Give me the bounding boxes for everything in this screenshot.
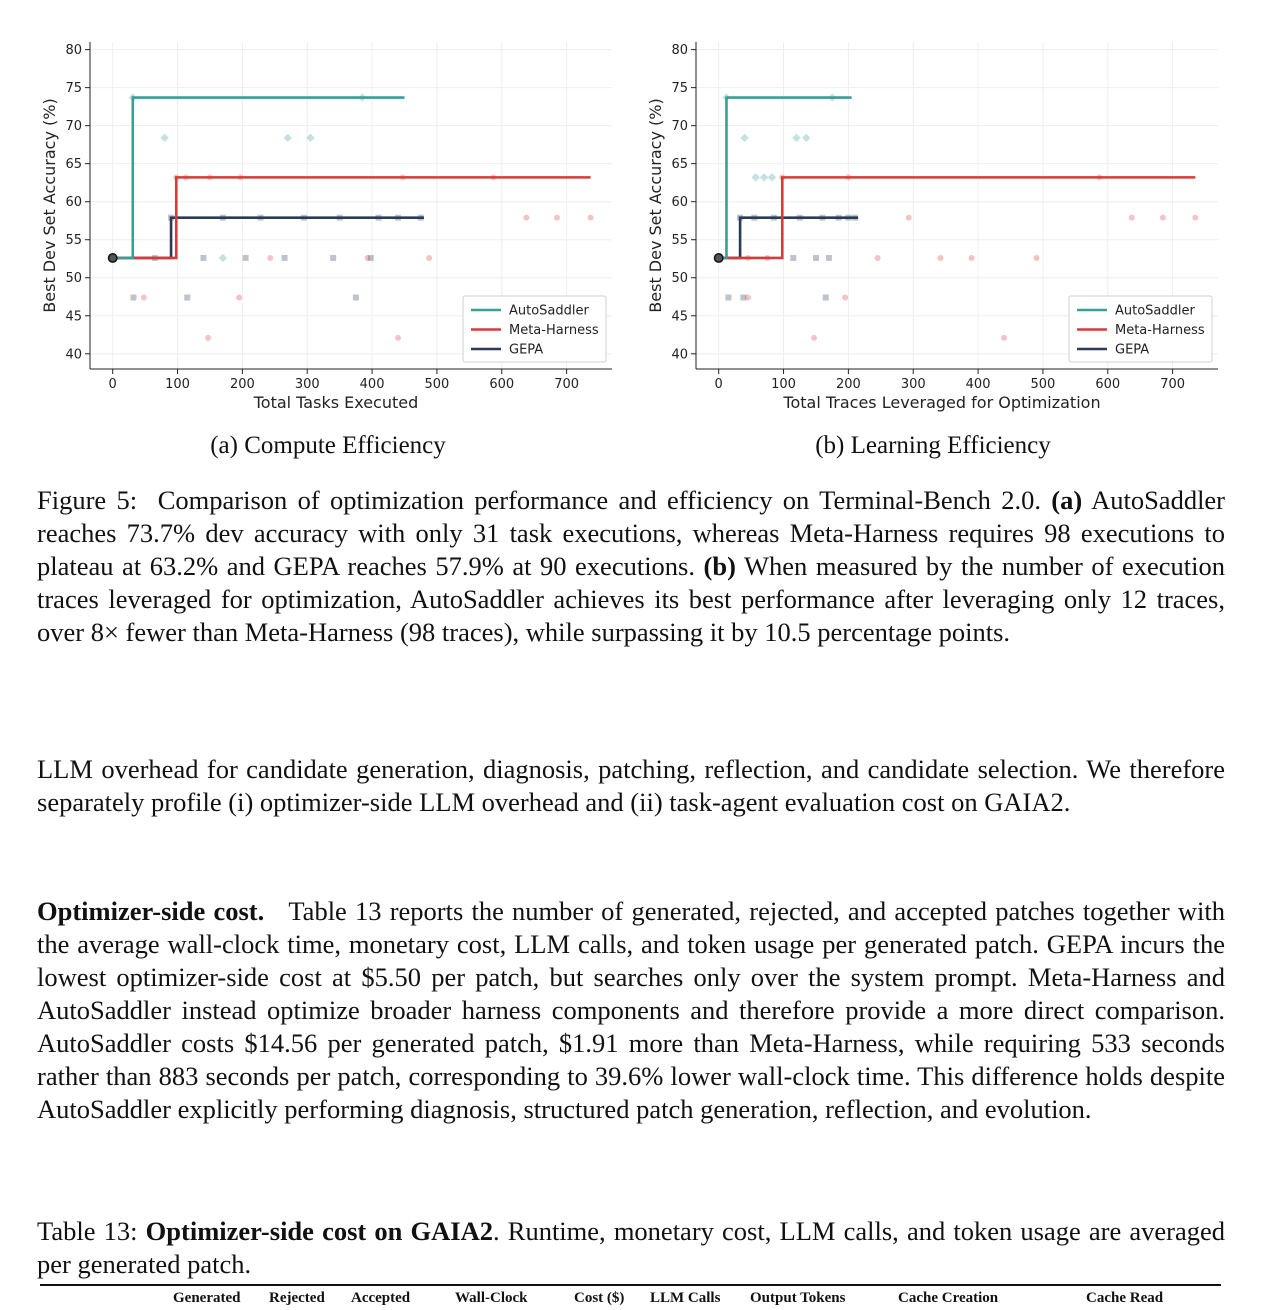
table-header-cell: Cost ($) (574, 1290, 625, 1306)
x-tick-label: 600 (1095, 377, 1121, 392)
data-point-meta-harness (1001, 335, 1007, 341)
subcaption-b: (b) Learning Efficiency (815, 432, 1051, 459)
table-title: Optimizer-side cost on GAIA2 (145, 1216, 493, 1246)
figure-5a-compute-efficiency (30, 30, 630, 427)
data-point-gepa (184, 295, 190, 301)
caption-a-marker: (a) (1051, 485, 1083, 515)
x-tick-label: 100 (771, 377, 796, 392)
paragraph-heading: Optimizer-side cost. (37, 896, 265, 926)
x-axis-label: Total Traces Leveraged for Optimization (783, 393, 1101, 412)
data-point-autosaddler (284, 134, 292, 142)
data-point-meta-harness (1192, 215, 1198, 221)
data-point-meta-harness (969, 255, 975, 261)
table-header-row (40, 1290, 1221, 1310)
paragraph-body: Table 13 reports the number of generated, rejected, and accepted patches together with the average wall-clock time, monetary cost, LLM calls, and token usage per generated patch. GEPA incurs the lowest optimizer-side cost at $5.50 per patch, but searches only over the system prompt. Meta-Harness and AutoSaddler instead optimize broader harness components and therefore provide a more direct comparison. AutoSaddler costs $14.56 per generated patch, $1.91 more than Meta-Harness, while requiring 533 seconds rather than 883 seconds per patch, corresponding to 39.6% lower wall-clock time. This difference holds despite AutoSaddler explicitly performing diagnosis, structured patch generation, reflection, and evolution. (37, 896, 1225, 1124)
subcaption-a: (a) Compute Efficiency (210, 432, 446, 459)
caption-b-text: When measured by the number of execution traces leveraged for optimization, AutoSaddler achieves its best performance after leveraging only 12 traces, over 8× fewer than Meta-Harness (98 traces), while surpassing it by 10.5 percentage points. (37, 551, 1225, 647)
legend-label: Meta-Harness (509, 323, 599, 338)
table-header-cell: Cache Read (1086, 1290, 1164, 1306)
table-header-cell: Rejected (269, 1290, 325, 1306)
data-point-gepa (725, 295, 731, 301)
y-tick-label: 65 (65, 157, 82, 173)
data-point-meta-harness (426, 255, 432, 261)
y-tick-label: 55 (671, 233, 688, 249)
table-top-rule (40, 1284, 1221, 1286)
x-tick-label: 0 (714, 377, 723, 392)
y-tick-label: 40 (671, 347, 688, 363)
data-point-autosaddler (219, 254, 227, 262)
legend-label: GEPA (509, 342, 544, 358)
y-tick-label: 75 (671, 81, 688, 97)
y-tick-label: 50 (65, 271, 82, 287)
legend-label: AutoSaddler (1115, 303, 1195, 319)
data-point-gepa (200, 255, 206, 261)
x-axis-label: Total Tasks Executed (253, 393, 419, 412)
x-tick-label: 700 (554, 377, 580, 392)
figure-caption (37, 484, 1225, 649)
data-point-meta-harness (842, 295, 848, 301)
start-point-marker (714, 254, 722, 262)
x-tick-label: 300 (294, 377, 320, 392)
data-point-meta-harness (395, 335, 401, 341)
x-tick-label: 0 (108, 377, 117, 392)
data-point-meta-harness (811, 335, 817, 341)
y-tick-label: 80 (65, 43, 82, 59)
start-point-marker (108, 254, 116, 262)
data-point-gepa (368, 255, 374, 261)
caption-label: Figure 5: (37, 485, 138, 515)
data-point-meta-harness (906, 215, 912, 221)
data-point-gepa (790, 255, 796, 261)
data-point-meta-harness (523, 215, 529, 221)
chart-learning-efficiency (636, 30, 1236, 422)
caption-intro: Comparison of optimization performance and efficiency on Terminal-Bench 2.0. (157, 485, 1041, 515)
legend-label: GEPA (1115, 342, 1150, 358)
x-tick-label: 500 (1030, 377, 1056, 392)
data-point-meta-harness (1160, 215, 1166, 221)
y-axis-label: Best Dev Set Accuracy (%) (40, 98, 59, 313)
data-point-meta-harness (205, 335, 211, 341)
table-header-cell: Generated (173, 1290, 241, 1306)
data-point-meta-harness (875, 255, 881, 261)
data-point-gepa (353, 295, 359, 301)
series-line-gepa (113, 218, 424, 258)
y-tick-label: 45 (671, 309, 688, 325)
data-point-autosaddler (768, 173, 776, 181)
legend-label: Meta-Harness (1115, 323, 1205, 338)
data-point-gepa (282, 255, 288, 261)
table-label: Table 13: (37, 1216, 138, 1246)
table-header-cell: LLM Calls (650, 1290, 721, 1306)
body-paragraph-optimizer-cost (37, 895, 1225, 1126)
data-point-gepa (740, 295, 746, 301)
x-tick-label: 600 (489, 377, 515, 392)
y-tick-label: 55 (65, 233, 82, 249)
data-point-gepa (826, 255, 832, 261)
y-tick-label: 60 (65, 195, 82, 211)
x-tick-label: 400 (965, 377, 991, 392)
y-tick-label: 50 (671, 271, 688, 287)
legend-label: AutoSaddler (509, 303, 589, 319)
caption-a-text: AutoSaddler reaches 73.7% dev accuracy with only 31 task executions, whereas Meta-Harness requires 98 executions to plateau at 63.2% and GEPA reaches 57.9% at 90 executions. (37, 485, 1226, 581)
x-tick-label: 700 (1160, 377, 1186, 392)
data-point-meta-harness (1129, 215, 1135, 221)
y-tick-label: 60 (671, 195, 688, 211)
x-tick-label: 300 (900, 377, 926, 392)
y-tick-label: 45 (65, 309, 82, 325)
table-header-cell: Wall-Clock (455, 1290, 528, 1306)
data-point-autosaddler (160, 134, 168, 142)
data-point-meta-harness (937, 255, 943, 261)
data-point-gepa (823, 295, 829, 301)
y-tick-label: 70 (671, 119, 688, 135)
x-tick-label: 100 (165, 377, 190, 392)
data-point-gepa (330, 255, 336, 261)
data-point-meta-harness (1033, 255, 1039, 261)
table-header-cell: Cache Creation (898, 1290, 999, 1306)
y-tick-label: 65 (671, 157, 688, 173)
y-axis-label: Best Dev Set Accuracy (%) (646, 98, 665, 313)
data-point-autosaddler (792, 134, 800, 142)
y-tick-label: 70 (65, 119, 82, 135)
data-point-meta-harness (236, 295, 242, 301)
x-tick-label: 200 (229, 377, 255, 392)
data-point-gepa (243, 255, 249, 261)
data-point-autosaddler (802, 134, 810, 142)
caption-b-marker: (b) (703, 551, 736, 581)
data-point-gepa (813, 255, 819, 261)
y-tick-label: 80 (671, 43, 688, 59)
data-point-gepa (130, 295, 136, 301)
table-header-cell: Accepted (351, 1290, 411, 1306)
data-point-autosaddler (760, 173, 768, 181)
chart-compute-efficiency (30, 30, 630, 422)
table-caption-rest: . Runtime, monetary cost, LLM calls, and token usage are averaged per generated patch. (37, 1216, 1225, 1279)
series-line-gepa (719, 218, 858, 258)
data-point-meta-harness (141, 295, 147, 301)
table-caption (37, 1215, 1225, 1281)
table-header-cell: Output Tokens (750, 1290, 846, 1306)
body-paragraph-overhead: LLM overhead for candidate generation, diagnosis, patching, reflection, and candidate selection. We therefore separately profile (i) optimizer-side LLM overhead and (ii) task-agent evaluation cost on GAIA2. (37, 754, 1225, 817)
y-tick-label: 75 (65, 81, 82, 97)
data-point-meta-harness (554, 215, 560, 221)
data-point-autosaddler (740, 134, 748, 142)
y-tick-label: 40 (65, 347, 82, 363)
data-point-autosaddler (751, 173, 759, 181)
figure-5b-learning-efficiency (636, 30, 1236, 427)
data-point-meta-harness (267, 255, 273, 261)
x-tick-label: 400 (359, 377, 385, 392)
x-tick-label: 200 (835, 377, 861, 392)
data-point-meta-harness (588, 215, 594, 221)
x-tick-label: 500 (424, 377, 450, 392)
